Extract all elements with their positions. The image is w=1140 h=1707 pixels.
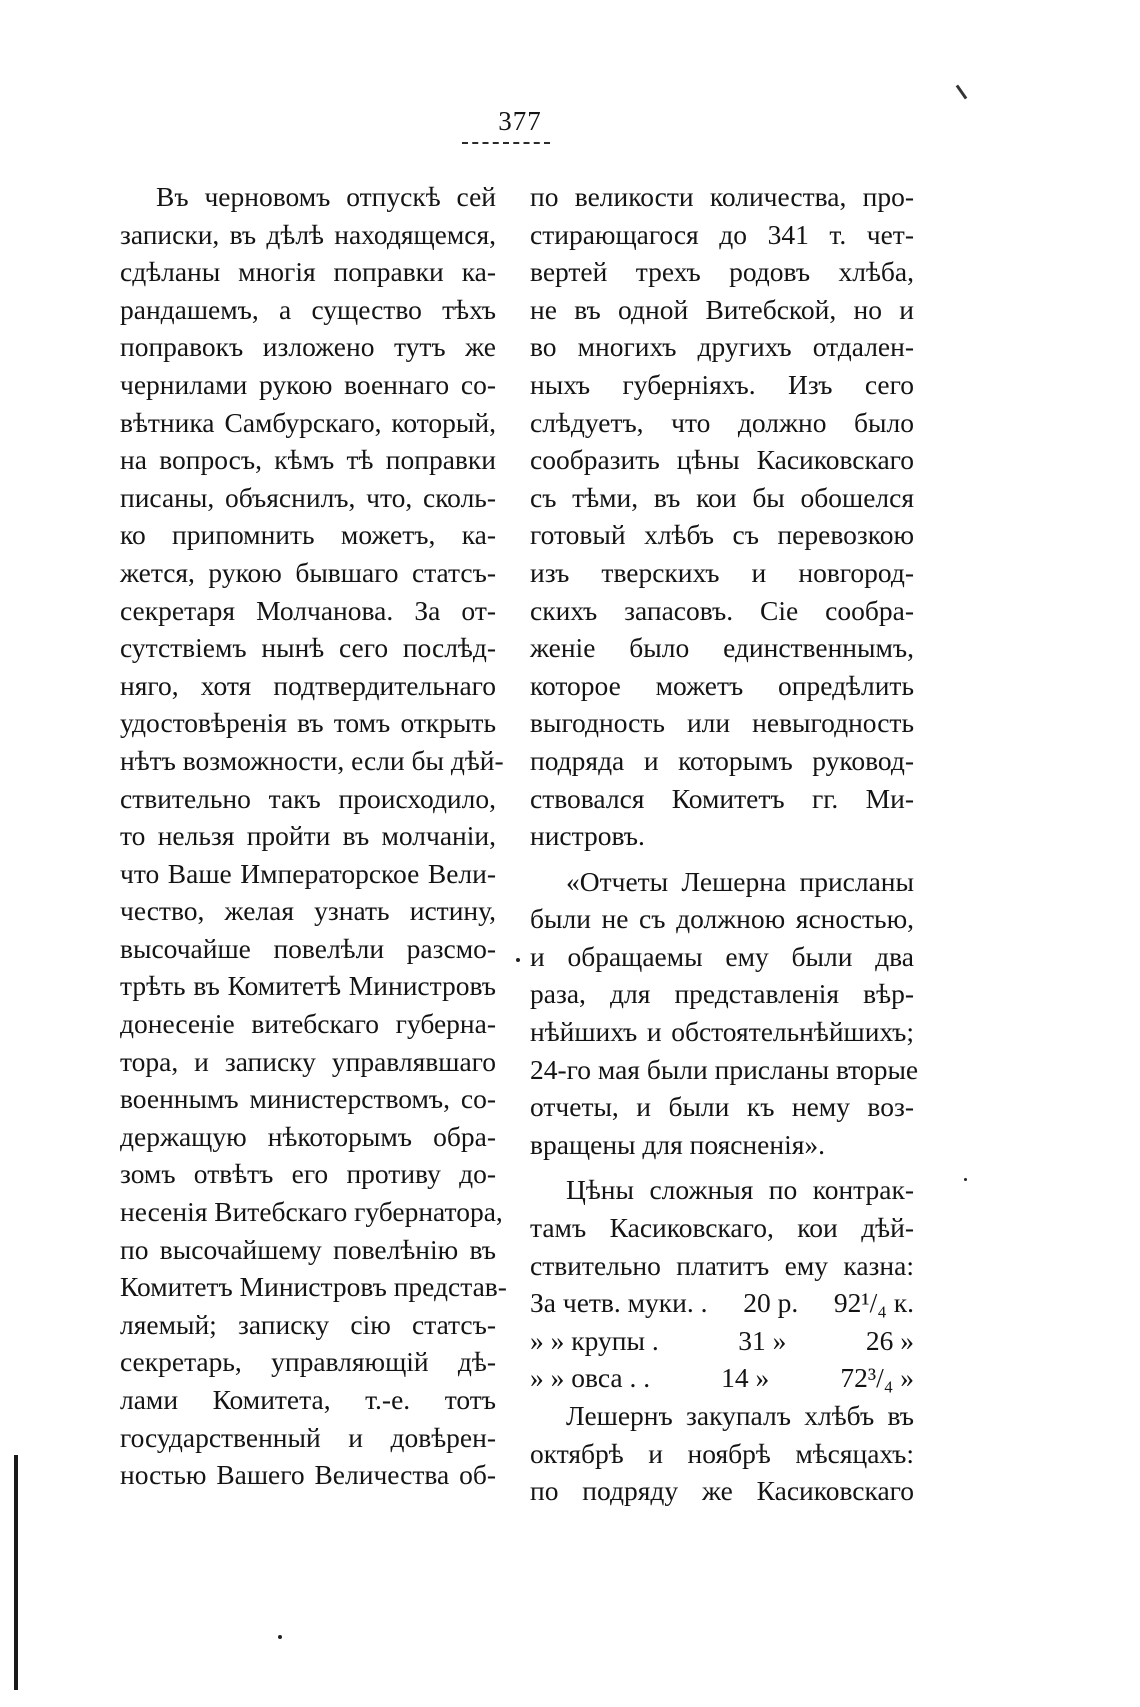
scan-mark [956, 85, 968, 100]
text-line: съ тѣми, въ кои бы обошелся [530, 481, 914, 513]
ink-speck [278, 1635, 282, 1639]
page-number-rule [462, 142, 550, 144]
text-line: рандашемъ, а существо тѣхъ [120, 293, 496, 325]
text-line: вертей трехъ родовъ хлѣба, [530, 256, 914, 288]
text-line: то нельзя пройти въ молчаніи, [120, 820, 496, 852]
text-line: трѣть въ Комитетѣ Министровъ [120, 970, 496, 1002]
price-kop: 92¹/₄ к. [833, 1287, 914, 1319]
text-line: вѣтника Самбурскаго, который, [120, 406, 496, 438]
text-line: нѣйшихъ и обстоятельнѣйшихъ; [530, 1016, 914, 1048]
text-line: удостовѣренія въ томъ открыть [120, 707, 496, 739]
text-line: октябрѣ и ноябрѣ мѣсяцахъ: [530, 1437, 914, 1469]
text-line: 24-го мая были присланы вторые [530, 1053, 919, 1085]
text-line: донесеніе витебскаго губерна- [120, 1008, 496, 1040]
text-line: женіе было единственнымъ, [530, 632, 914, 664]
paragraph-gap [530, 1163, 914, 1171]
text-line: писаны, объяснилъ, что, сколь- [120, 481, 496, 513]
text-line: «Отчеты Лешерна присланы [566, 865, 914, 897]
text-line: секретаря Молчанова. За от- [120, 594, 496, 626]
text-line: во многихъ другихъ отдален- [530, 331, 914, 363]
text-line: ляемый; записку сію статсъ- [120, 1308, 496, 1340]
text-line: и обращаемы ему были два [530, 940, 914, 972]
price-row-oats [530, 1359, 914, 1397]
price-kop: 26 » [865, 1324, 914, 1356]
price-label: За четв. муки. . [530, 1287, 708, 1319]
text-line: подряда и которымъ руковод- [530, 744, 914, 776]
left-column [120, 178, 507, 1494]
text-line: лами Комитета, т.-е. тотъ [120, 1384, 496, 1415]
text-line: тамъ Касиковскаго, кои дѣй- [530, 1212, 914, 1244]
text-line: вращены для поясненія». [530, 1128, 825, 1160]
page-number: 377 [498, 106, 542, 136]
text-line: по великости количества, про- [530, 181, 914, 212]
text-line: раза, для представленія вѣр- [530, 978, 914, 1010]
text-line: отчеты, и были къ нему воз- [530, 1091, 914, 1123]
text-line: на вопросъ, кѣмъ тѣ поправки [120, 444, 496, 476]
ink-speck [964, 1178, 967, 1181]
text-line: военнымъ министерствомъ, со- [120, 1083, 496, 1115]
text-line: по высочайшему повелѣнію въ [120, 1233, 496, 1265]
price-label: » » овса . . [530, 1362, 651, 1394]
text-line: тора, и записку управлявшаго [120, 1045, 496, 1077]
price-kop: 72³/₄ » [840, 1362, 914, 1394]
text-line: держащую нѣкоторымъ обра- [120, 1120, 496, 1152]
text-line: что Ваше Императорское Вели- [120, 857, 496, 889]
text-line: высочайше повелѣли разсмо- [120, 932, 496, 964]
text-line: ныхъ губерніяхъ. Изъ сего [530, 368, 914, 400]
text-line: скихъ запасовъ. Сіе сообра- [530, 594, 914, 626]
text-line: которое можетъ опредѣлить [530, 669, 914, 701]
text-line: ствительно платитъ ему казна: [530, 1249, 914, 1281]
paragraph-gap [530, 855, 914, 863]
text-line: Въ черновомъ отпускѣ сей [156, 181, 496, 212]
text-line: записки, въ дѣлѣ находящемся, [120, 218, 496, 250]
text-line: ностью Вашего Величества об- [120, 1459, 496, 1491]
price-rub: 14 » [721, 1362, 770, 1394]
text-line: ствительно такъ происходило, [120, 782, 496, 814]
text-line: чернилами рукою военнаго со- [120, 368, 496, 400]
text-line: секретарь, управляющій дѣ- [120, 1346, 496, 1378]
text-line: Комитетъ Министровъ представ- [120, 1271, 507, 1303]
text-line: нистровъ. [530, 820, 645, 852]
ink-speck [516, 958, 520, 962]
text-line: изъ тверскихъ и новгород- [530, 556, 914, 588]
text-line: стирающагося до 341 т. чет- [530, 218, 914, 250]
binding-edge-line [14, 1455, 18, 1690]
text-line: сутствіемъ нынѣ сего послѣд- [120, 632, 496, 664]
text-line: Лешернъ закупалъ хлѣбъ въ [566, 1400, 914, 1431]
text-line: слѣдуетъ, что должно было [530, 406, 914, 438]
text-line: жется, рукою бывшаго статсъ- [120, 556, 496, 588]
text-line: сообразить цѣны Касиковскаго [530, 444, 914, 476]
right-column [530, 178, 919, 1510]
text-line: нѣтъ возможности, если бы дѣй- [120, 744, 504, 776]
text-line: ко припомнить можетъ, ка- [120, 519, 496, 551]
text-line: зомъ отвѣтъ его противу до- [120, 1158, 496, 1190]
text-line: не въ одной Витебской, но и [530, 293, 914, 325]
text-line: готовый хлѣбъ съ перевозкою [530, 519, 914, 551]
price-rub: 31 » [738, 1324, 787, 1356]
text-line: няго, хотя подтвердительнаго [120, 669, 496, 701]
text-line: по подряду же Касиковскаго [530, 1475, 914, 1507]
text-line: сдѣланы многія поправки ка- [120, 256, 496, 288]
text-line: поправокъ изложено тутъ же [120, 331, 496, 363]
text-line: были не съ должною ясностью, [530, 903, 914, 935]
text-line: государственный и довѣрен- [120, 1421, 496, 1453]
text-line: выгодность или невыгодность [530, 707, 914, 739]
text-line: ствовался Комитетъ гг. Ми- [530, 782, 914, 814]
price-label: » » крупы . [530, 1324, 659, 1356]
price-row-groats [530, 1322, 914, 1360]
text-line: Цѣны сложныя по контрак- [566, 1174, 914, 1206]
text-line: несенія Витебскаго губернатора, [120, 1196, 503, 1228]
price-row-flour [530, 1284, 914, 1322]
text-line: чество, желая узнать истину, [120, 895, 496, 927]
price-rub: 20 р. [743, 1287, 799, 1319]
